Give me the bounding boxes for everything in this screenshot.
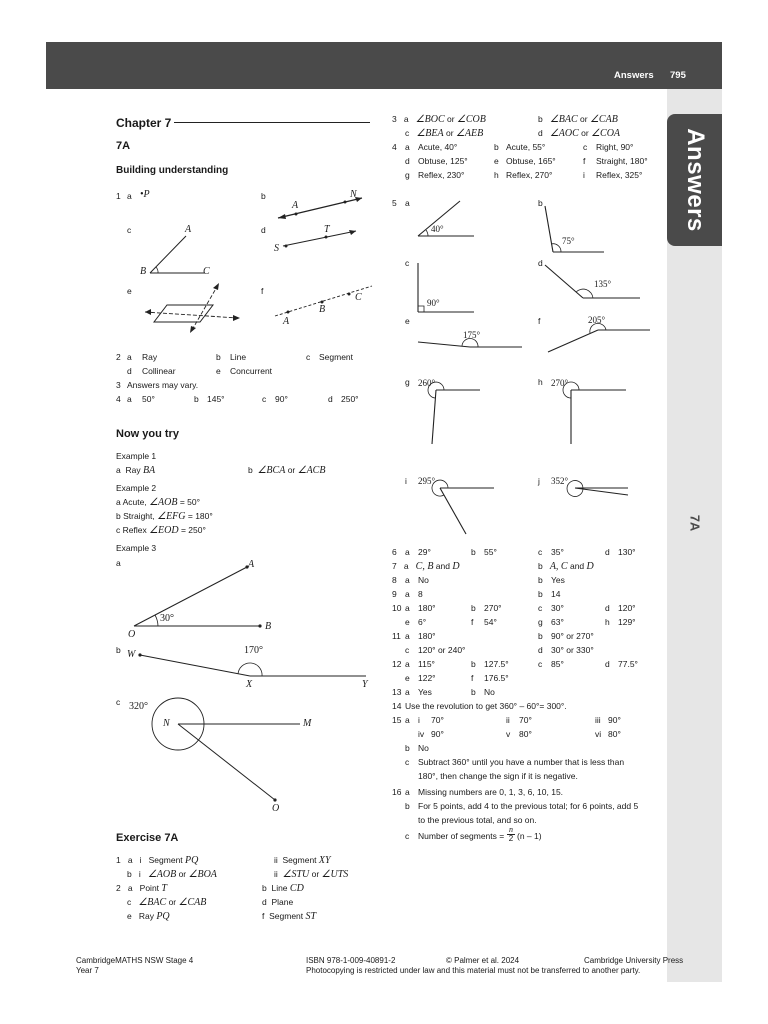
example-2-b: b Straight, ∠EFG = 180° [116,511,213,522]
label-c: C [355,292,362,303]
r-q3-d: d ∠AOC or ∠COA [538,128,621,139]
answer-text: Reflex, 270° [506,170,553,180]
answer-text: Acute, 40° [418,142,458,152]
answer-text: (n – 1) [517,831,542,841]
answer-text: 129° [618,617,636,627]
q-number: 3 [116,380,121,390]
q-number: 1 [116,191,121,201]
answer-text: Straight, 180° [596,156,648,166]
part-label: b [116,645,121,655]
angle-label: 170° [244,645,263,656]
header-section: Answers [614,70,654,81]
q-number: 13 [392,687,402,697]
q-number: 11 [392,631,401,641]
part-label: c [405,645,410,655]
part-label: e [127,286,132,296]
footer-notice: Photocopying is restricted under law and this material must not be transferred to another party. [306,966,641,975]
part-label: a [405,631,410,641]
part-label: c [116,697,121,707]
part-label: f [261,286,264,296]
q-number: 5 [392,198,397,208]
label-x: X [246,679,253,690]
part-label: i [418,715,420,725]
answer-text: 90° [608,715,621,725]
footer-isbn: ISBN 978-1-009-40891-2 [306,956,396,965]
ex-row: b Line CD [262,883,304,894]
part-label: d [605,547,610,557]
label-m: M [303,718,312,729]
angle-label: 270° [551,378,569,388]
part-label: a [127,394,132,404]
example-title: Example 2 [116,483,157,493]
answer-text: Yes [551,575,565,585]
ex-row: ii Segment XY [274,855,331,866]
side-section-label: 7A [687,514,703,532]
part-label: b [194,394,199,404]
exercise-heading: Exercise 7A [116,832,179,844]
q-number: 8 [392,575,397,585]
answer-text: Reflex, 325° [596,170,643,180]
part-label: e [405,617,410,627]
part-label: d [405,156,410,166]
now-you-try-heading: Now you try [116,428,179,440]
answer-text: 14 [551,589,561,599]
answer-text: 54° [484,617,497,627]
part-label: b [471,659,476,669]
answer-text: 35° [551,547,564,557]
label-y: Y [362,679,368,690]
answer-text: 80° [519,729,532,739]
answer-text: Ray [142,352,158,362]
part-label: c [405,258,410,268]
part-label: g [538,617,543,627]
part-label: a [116,558,121,568]
answer-text: 80° [608,729,621,739]
r-q3-b: b ∠BAC or ∠CAB [538,114,618,125]
part-label: a [405,589,410,599]
answer-text: Obtuse, 165° [506,156,556,166]
angle-label: 260° [418,378,436,388]
angle-label: 175° [463,330,481,340]
answer-text: No [418,575,429,585]
label-n: N [350,189,357,200]
example-2-c: c Reflex ∠EOD = 250° [116,525,206,536]
part-label: f [538,316,541,326]
answer-text: Missing numbers are 0, 1, 3, 6, 10, 15. [418,787,564,797]
answer-text: 270° [484,603,502,613]
example-1-a: a Ray BA [116,465,156,476]
r-q3-c: c ∠BEA or ∠AEB [405,128,484,139]
answer-text: 6° [418,617,427,627]
part-label: c [306,352,311,362]
part-label: d [538,258,543,268]
part-label: b [538,589,543,599]
part-label: d [127,366,132,376]
part-label: a [127,191,132,201]
ex-row: f Segment ST [262,911,317,922]
answer-text: 70° [431,715,444,725]
answer-text: 120° [618,603,636,613]
part-label: ii [506,715,510,725]
label-c: C [203,266,210,277]
label-t: T [324,224,330,235]
part-label: c [583,142,588,152]
answer-text: For 5 points, add 4 to the previous total; for 6 points, add 5 [418,801,639,811]
part-label: c [405,757,410,767]
part-label: g [405,170,410,180]
answer-text: 90° [431,729,444,739]
part-label: b [471,687,476,697]
footer-year: Year 7 [76,966,99,975]
answer-text: Concurrent [230,366,273,376]
part-label: f [583,156,586,166]
answer-text: Obtuse, 125° [418,156,468,166]
example-title: Example 1 [116,451,157,461]
part-label: c [538,603,543,613]
label-s: S [274,243,279,254]
part-label: a [405,575,410,585]
r-q3-a: 3 a ∠BOC or ∠COB [392,114,486,125]
part-label: iv [418,729,425,739]
part-label: a [405,687,410,697]
part-label: c [262,394,267,404]
part-label: a [405,715,410,725]
part-label: h [538,377,543,387]
example-1-b: b ∠BCA or ∠ACB [248,465,326,476]
ex-row: ii ∠STU or ∠UTS [274,869,349,880]
part-label: i [583,170,585,180]
r-q7-b: b A, C and D [538,561,594,572]
q-number: 10 [392,603,402,613]
answer-text: Collinear [142,366,176,376]
part-label: f [471,617,474,627]
answer-text: Line [230,352,247,362]
angle-label: 90° [427,298,440,308]
answer-text: Yes [418,687,432,697]
ex-row: d Plane [262,897,294,907]
part-label: a [405,659,410,669]
part-label: b [471,547,476,557]
answer-text: 250° [341,394,359,404]
q-number: 2 [116,352,121,362]
part-label: b [216,352,221,362]
answer-text: Use the revolution to get 360° – 60°= 300°. [405,701,567,711]
answer-text: 8 [418,589,423,599]
answer-text: 30° or 330° [551,645,594,655]
angle-label: 75° [562,236,575,246]
angle-label: 352° [551,476,569,486]
answer-text: 120° or 240° [418,645,466,655]
part-label: b [405,743,410,753]
answer-text: 90° or 270° [551,631,594,641]
part-label: c [405,831,410,841]
answer-text: 30° [551,603,564,613]
part-label: b [261,191,266,201]
q-number: 14 [392,701,402,711]
part-label: c [538,659,543,669]
q-number: 12 [392,659,402,669]
answer-text: Right, 90° [596,142,634,152]
label-w: W [127,649,136,660]
part-label: j [538,476,540,486]
ex-row: b i ∠AOB or ∠BOA [127,869,217,880]
answer-text: Reflex, 230° [418,170,465,180]
label-o: O [128,629,136,640]
part-label: b [538,198,543,208]
part-label: e [216,366,221,376]
answer-text: Number of segments = [418,831,505,841]
part-label: d [538,645,543,655]
answer-text: 180°, then change the sign if it is negative. [418,771,578,781]
label-b: B [265,621,272,632]
r-q7-a: 7 a C, B and D [392,561,460,572]
label-a: A [185,224,192,235]
angle-label: 320° [129,701,148,712]
part-label: c [127,225,132,235]
angle-label: 30° [160,613,174,624]
q-number: 16 [392,787,402,797]
part-label: e [405,673,410,683]
part-label: a [405,547,410,557]
part-label: d [605,659,610,669]
answer-text: 127.5° [484,659,509,669]
answer-text: No [484,687,495,697]
part-label: a [405,787,410,797]
label-a: A [248,559,255,570]
answer-text: 70° [519,715,532,725]
angle-label: 135° [594,279,612,289]
part-label: g [405,377,410,387]
answer-text: No [418,743,429,753]
angle-label: 40° [431,224,444,234]
label-b: B [319,304,326,315]
answer-text: 176.5° [484,673,509,683]
fraction: n 2 [508,825,514,843]
part-label: e [494,156,499,166]
label-b: B [140,266,147,277]
answer-text: 130° [618,547,636,557]
part-label: b [405,801,410,811]
part-label: h [605,617,610,627]
part-label: d [605,603,610,613]
footer-publisher: Cambridge University Press [584,956,684,965]
label-a: A [292,200,299,211]
answer-text: 29° [418,547,431,557]
answer-text: 115° [418,659,435,669]
angle-label: 295° [418,476,436,486]
example-title: Example 3 [116,543,157,553]
q-number: 4 [116,394,121,404]
part-label: b [494,142,499,152]
label-a: A [283,316,290,327]
angle-label: 205° [588,315,606,325]
part-label: b [538,631,543,641]
answer-text: 180° [418,631,436,641]
part-label: iii [595,715,601,725]
answer-text: 85° [551,659,564,669]
answer-text: 122° [418,673,436,683]
part-label: v [506,729,511,739]
answer-text: 50° [142,394,155,404]
ex-row: 1 a i Segment PQ [116,855,199,866]
part-label: b [538,575,543,585]
part-label: a [127,352,132,362]
footer-copyright: © Palmer et al. 2024 [446,956,520,965]
answer-text: Segment [319,352,354,362]
label-o: O [272,803,280,814]
part-label: b [471,603,476,613]
page-number: 795 [670,70,686,81]
ex-row: e Ray PQ [127,911,170,922]
q-number: 15 [392,715,402,725]
ex-row: c ∠BAC or ∠CAB [127,897,207,908]
part-label: a [405,142,410,152]
ex-row: 2 a Point T [116,883,167,894]
answer-text: 90° [275,394,288,404]
footer-book: CambridgeMATHS NSW Stage 4 [76,956,194,965]
answer-text: Acute, 55° [506,142,546,152]
answer-text: 180° [418,603,436,613]
part-label: c [538,547,543,557]
part-label: i [405,476,407,486]
example-2-a: a Acute, ∠AOB = 50° [116,497,201,508]
answer-text: 145° [207,394,225,404]
side-tab-label: Answers [681,128,709,232]
answer-text: Answers may vary. [127,380,199,390]
q-number: 4 [392,142,397,152]
part-label: a [405,603,410,613]
answer-text: 55° [484,547,497,557]
part-label: d [261,225,266,235]
part-label: h [494,170,499,180]
part-label: e [405,316,410,326]
q-number: 9 [392,589,397,599]
answer-text: 77.5° [618,659,638,669]
part-label: a [405,198,410,208]
label-n: N [163,718,170,729]
q-number: 6 [392,547,397,557]
answer-text: 63° [551,617,564,627]
section-heading: 7A [116,140,131,152]
building-understanding-heading: Building understanding [116,165,229,176]
part-label: vi [595,729,602,739]
answer-text: Subtract 360° until you have a number that is less than [418,757,625,767]
answer-text: to the previous total, and so on. [418,815,537,825]
part-label: f [471,673,474,683]
chapter-title: Chapter 7 [116,116,172,130]
point-p-figure: •P [140,189,150,200]
part-label: d [328,394,333,404]
